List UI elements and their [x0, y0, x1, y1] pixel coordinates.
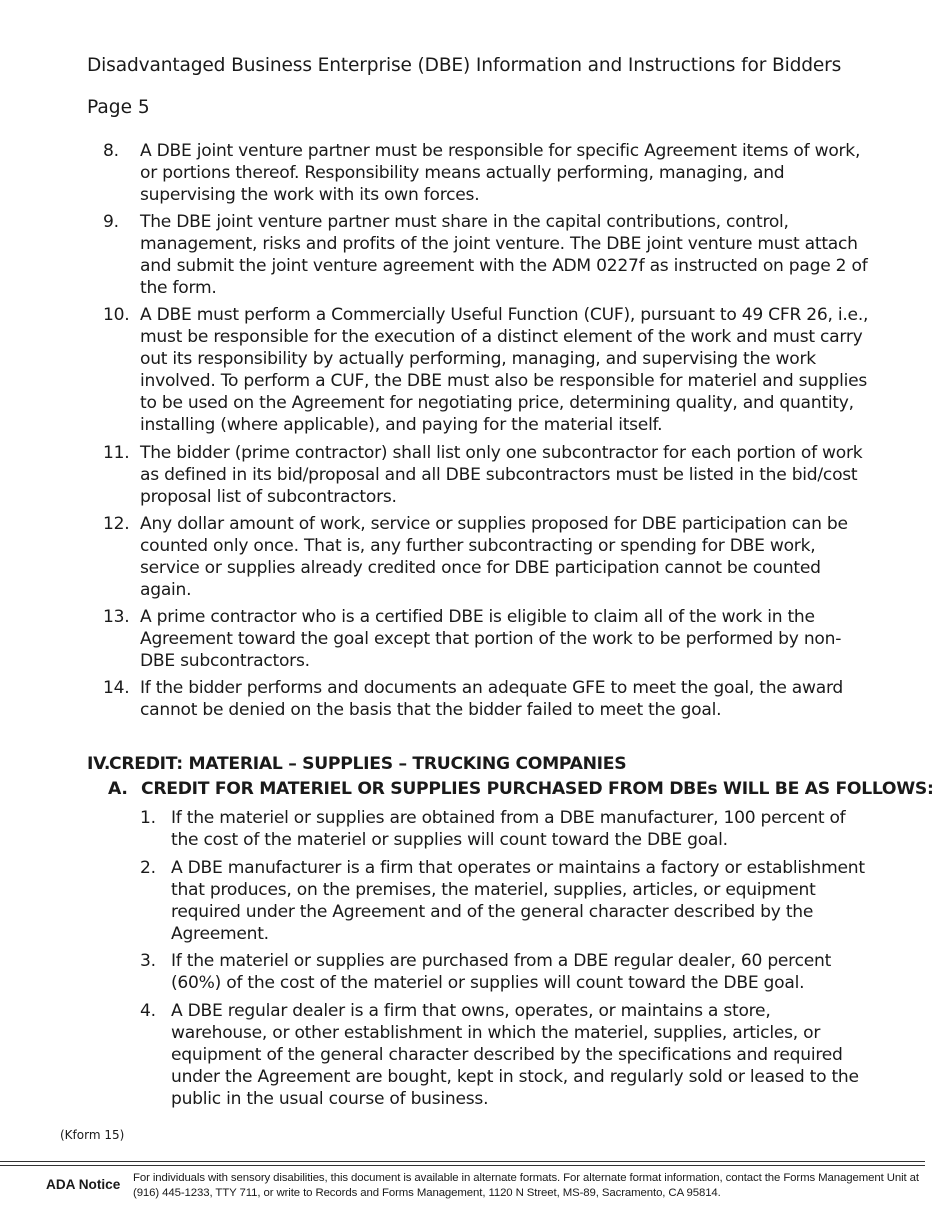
item-number: 11.	[103, 442, 130, 463]
section-title: CREDIT: MATERIAL – SUPPLIES – TRUCKING COMPANIES	[109, 754, 627, 774]
item-text: If the materiel or supplies are purchased from a DBE regular dealer, 60 percent (60%) of the cost of the materiel or supplies will count toward the DBE goal.	[171, 951, 832, 993]
item-number: 9.	[103, 212, 119, 233]
item-text: If the materiel or supplies are obtained from a DBE manufacturer, 100 percent of the cost of the materiel or supplies will count toward the DBE goal.	[171, 808, 846, 850]
item-number: 12.	[103, 513, 130, 534]
item-number: 14.	[103, 678, 130, 699]
section-numeral: IV.	[87, 754, 111, 774]
list-item	[103, 211, 873, 299]
item-number: 1.	[140, 808, 156, 828]
list-item	[103, 442, 873, 508]
item-number: 13.	[103, 606, 130, 627]
list-item	[103, 513, 873, 601]
item-text: The bidder (prime contractor) shall list only one subcontractor for each portion of work as defined in its bid/proposal and all DBE subcontractors must be listed in the bid/cost proposal list of subcontractors.	[140, 442, 863, 507]
item-text: If the bidder performs and documents an adequate GFE to meet the goal, the award cannot be denied on the basis that the bidder failed to meet the goal.	[140, 678, 844, 721]
list-item	[140, 1000, 870, 1110]
credit-list	[140, 807, 870, 1115]
instructions-list	[103, 140, 873, 726]
subsection-title: CREDIT FOR MATERIEL OR SUPPLIES PURCHASED FROM DBEs WILL BE AS FOLLOWS:	[141, 779, 934, 799]
document-title: Disadvantaged Business Enterprise (DBE) Information and Instructions for Bidders	[87, 55, 842, 76]
footer-divider	[0, 1165, 925, 1166]
item-text: Any dollar amount of work, service or supplies proposed for DBE participation can be counted only once. That is, any further subcontracting or spending for DBE work, service or supplies already credited once for DBE participation cannot be counted again.	[140, 513, 848, 600]
subsection-heading	[108, 779, 934, 799]
item-number: 4.	[140, 1000, 156, 1021]
item-number: 2.	[140, 857, 156, 878]
page-number: Page 5	[87, 97, 150, 118]
subsection-letter: A.	[108, 779, 128, 799]
item-number: 10.	[103, 305, 130, 326]
list-item	[140, 857, 870, 945]
form-id: (Kform 15)	[60, 1128, 125, 1142]
item-number: 3.	[140, 951, 156, 971]
list-item	[103, 606, 873, 672]
list-item	[103, 304, 873, 436]
section-heading	[87, 754, 626, 774]
item-text: A prime contractor who is a certified DBE is eligible to claim all of the work in the Agreement toward the goal except that portion of the work to be performed by non-DBE subcontractors.	[140, 606, 842, 671]
ada-notice-text: For individuals with sensory disabilities, this document is available in alternate formats. For alternate format information, contact the Forms Management Unit at (916) 445-1233, TTY 711, or write to Records and Forms Management, 1120 N Street, MS-89, Sacramento, CA 95814.	[133, 1172, 919, 1199]
footer-divider	[0, 1161, 925, 1162]
list-item	[140, 950, 870, 994]
item-number: 8.	[103, 141, 119, 161]
item-text: The DBE joint venture partner must share in the capital contributions, control, management, risks and profits of the joint venture. The DBE joint venture must attach and submit the joint venture agreement with the ADM 0227f as instructed on page 2 of the form.	[140, 212, 868, 299]
item-text: A DBE manufacturer is a firm that operates or maintains a factory or establishment that produces, on the premises, the materiel, supplies, articles, or equipment required under the Agreement and of the general character described by the Agreement.	[171, 857, 865, 944]
item-text: A DBE regular dealer is a firm that owns, operates, or maintains a store, warehouse, or other establishment in which the materiel, supplies, articles, or equipment of the general character described by the specifications and required under the Agreement are bought, kept in stock, and regularly sold or leased to the public in the usual course of business.	[171, 1000, 859, 1109]
ada-notice-label: ADA Notice	[46, 1177, 121, 1192]
item-text: A DBE must perform a Commercially Useful Function (CUF), pursuant to 49 CFR 26, i.e., must be responsible for the execution of a distinct element of the work and must carry out its responsibility by actually performing, managing, and supervising the work involved. To perform a CUF, the DBE must also be responsible for materiel and supplies to be used on the Agreement for negotiating price, determining quality, and quantity, installing (where applicable), and paying for the material itself.	[140, 305, 869, 436]
list-item	[103, 677, 873, 721]
item-text: A DBE joint venture partner must be responsible for specific Agreement items of work, or portions thereof. Responsibility means actually performing, managing, and supervising the work with its own forces.	[140, 141, 861, 205]
list-item	[140, 807, 870, 851]
list-item	[103, 140, 873, 206]
